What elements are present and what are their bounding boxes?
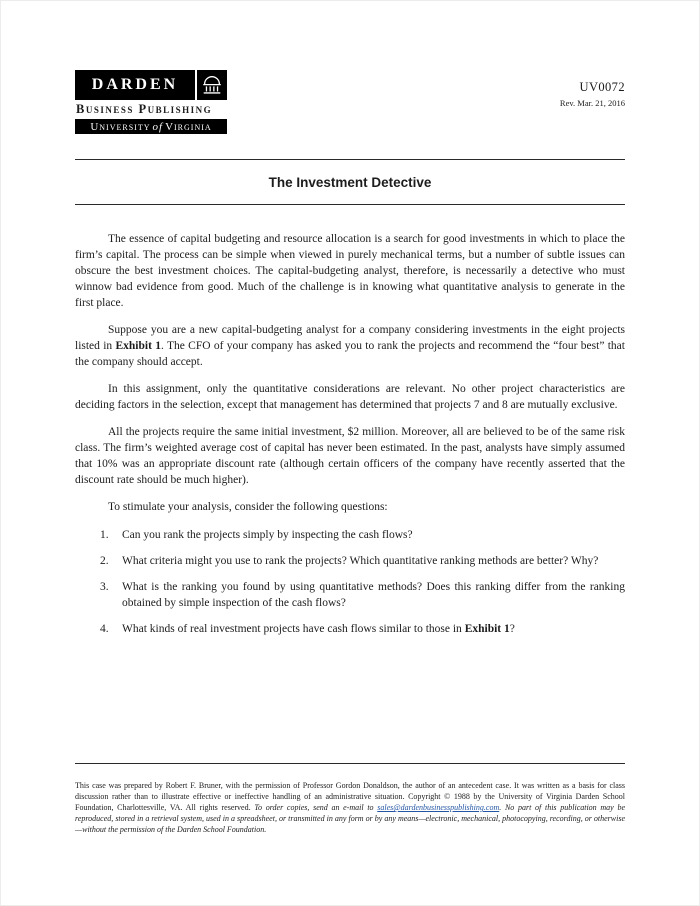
paragraph-2 [75,322,625,370]
question-text: What criteria might you use to rank the projects? Which quantitative ranking methods are better? Why? [122,555,599,567]
questions-list [75,527,625,637]
paragraph-2-text-cont: . The CFO of your company has asked you to rank the projects and recommend the “four best” that the company should accept. [75,340,625,368]
of-label: of [152,120,164,133]
footer-attribution: This case was prepared by Robert F. Bruner, with the permission of Professor Gordon Donaldson, the author of an antecedent case. It was written as a basis for class discussion rather than to illustrate effective or ineffective handling of an administrative situation. Copyright © 1988 by the University of Virginia Darden School Foundation, Charlottesville, VA. All rights reserved. [75,781,625,812]
paragraph-4: All the projects require the same initial investment, $2 million. Moreover, all are believed to be of the same risk class. The firm’s weighted average cost of capital has never been estimated. In the past, analysts have simply assumed that 10% was an appropriate discount rate (although certain officers of the company have recently asserted that the discount rate should be much higher). [75,426,625,486]
darden-logo [75,70,227,134]
question-number: 2. [100,555,109,567]
title-rule-top [75,159,625,160]
question-text: What is the ranking you found by using quantitative methods? Does this ranking differ from the ranking obtained by simple inspection of the cash flows? [122,581,625,609]
footer-order-text-cont: . [499,803,505,812]
question-item-2 [75,553,625,569]
question-4-text: What kinds of real investment projects have cash flows similar to those in [122,623,465,635]
virginia-label: Virginia [165,120,212,133]
footer-rights-text: No part of this publication may be reproduced, stored in a retrieval system, used in a spreadsheet, or transmitted in any form or by any means—electronic, mechanical, photocopying, recording, or otherwise—without the permission of the Darden School Foundation. [75,803,625,834]
footer-order-text: To order copies, send an e-mail to [254,803,378,812]
business-publishing-label: Business Publishing [76,102,213,116]
question-item-4 [75,621,625,637]
page-title: The Investment Detective [268,175,432,190]
revision-date: Rev. Mar. 21, 2016 [559,98,625,108]
question-item-3 [75,579,625,611]
question-item-1 [75,527,625,543]
question-text [122,621,625,637]
exhibit-1-reference: Exhibit 1 [464,623,510,635]
paragraph-2-text: Suppose you are a new capital-budgeting analyst for a company considering investments in the eight projects listed in [75,324,625,352]
question-4-text-cont: ? [509,623,515,635]
university-label: University [90,120,151,133]
rotunda-icon [197,70,227,100]
question-number: 1. [100,529,109,541]
question-number: 4. [100,623,109,635]
body-text [75,231,625,637]
paragraph-3: In this assignment, only the quantitative considerations are relevant. No other project characteristics are deciding factors in the selection, except that management has determined that projects 7 and 8 are mutually exclusive. [75,383,625,411]
darden-logo-top [75,70,227,100]
paragraph-1: The essence of capital budgeting and resource allocation is a search for good investments in which to place the firm’s capital. The process can be simple when viewed in purely mechanical terms, but a number of subtle issues can obscure the best investment choices. The capital-budgeting analyst, therefore, is necessarily a detective who must winnow bad evidence from good. Much of the challenge is in knowing what quantitative analysis to generate in the first place. [75,233,625,309]
darden-wordmark: DARDEN [75,70,195,100]
document-info [560,70,625,108]
question-number: 3. [100,581,109,593]
university-of-virginia-bar [75,119,227,134]
doc-number: UV0072 [579,80,625,94]
exhibit-1-reference: Exhibit 1 [115,340,161,352]
footer [75,763,625,843]
paragraph-5: To stimulate your analysis, consider the following questions: [108,501,388,513]
page-header [75,70,625,134]
footer-note [75,780,625,835]
question-text: Can you rank the projects simply by inspecting the cash flows? [122,529,413,541]
title-rule-bottom [75,204,625,205]
email-link[interactable]: sales@dardenbusinesspublishing.com [377,803,500,812]
